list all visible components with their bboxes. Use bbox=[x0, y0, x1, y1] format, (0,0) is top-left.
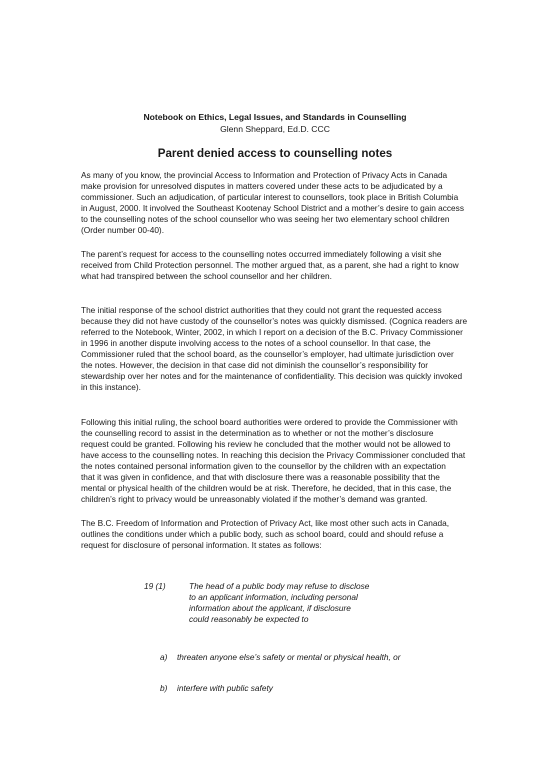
quote-item-letter: b) bbox=[160, 683, 168, 693]
paragraph-line: The B.C. Freedom of Information and Protection of Privacy Act, like most other such acts in Canada, bbox=[81, 518, 450, 528]
paragraph-line: because they did not have custody of the counsellor’s notes was quickly dismissed. (Cognica readers are bbox=[81, 316, 468, 327]
quote-line: information about the applicant, if disclosure bbox=[189, 603, 351, 614]
paragraph-line: outlines the conditions under which a public body, such as school board, could and should refuse a bbox=[81, 529, 444, 540]
quote-text bbox=[189, 581, 369, 625]
paragraph-line: in this instance). bbox=[81, 382, 141, 393]
paragraph-line: mental or physical health of the children would be at risk. Therefore, he decided, that in this case, the bbox=[81, 483, 452, 494]
paragraph-line: The parent’s request for access to the counselling notes occurred immediately following a visit she bbox=[81, 249, 442, 259]
paragraph-line: received from Child Protection personnel. The mother argued that, as a parent, she had a right to know bbox=[81, 260, 459, 271]
paragraph-3 bbox=[81, 305, 473, 393]
paragraph-2 bbox=[81, 249, 473, 282]
paragraph-line: The initial response of the school district authorities that they could not grant the requested access bbox=[81, 305, 442, 315]
quote-item-letter: a) bbox=[160, 652, 168, 662]
paragraph-line: stewardship over her notes and for the maintenance of confidentiality. This decision was quickly invoked bbox=[81, 371, 463, 382]
paragraph-5 bbox=[81, 518, 473, 551]
article-title: Parent denied access to counselling notes bbox=[157, 147, 393, 160]
paragraph-line: in August, 2000. It involved the Southeast Kootenay School District and a mother’s desire to gain access bbox=[81, 203, 464, 214]
paragraph-line: children’s right to privacy would be unreasonably violated if the mother’s demand was granted. bbox=[81, 494, 428, 505]
paragraph-line: to the counselling notes of the school counsellor who was seeing her two elementary school children bbox=[81, 214, 450, 225]
paragraph-line: make provision for unresolved disputes in matters covered under these acts to be adjudicated by a bbox=[81, 181, 443, 192]
paragraph-line: the notes. However, the decision in that case did not diminish the counsellor’s responsibility for bbox=[81, 360, 428, 371]
author-line: Glenn Sheppard, Ed.D. CCC bbox=[220, 124, 330, 134]
paragraph-line: that it was given in confidence, and that with disclosure there was a reasonable possibility that the bbox=[81, 472, 440, 483]
paragraph-4 bbox=[81, 417, 473, 505]
paragraph-line: in 1996 in another dispute involving access to the notes of a school counsellor. In that case, the bbox=[81, 338, 431, 349]
paragraph-line: request could be granted. Following his review he concluded that the mother would not be allowed to bbox=[81, 439, 451, 450]
paragraph-line: referred to the Notebook, Winter, 2002, in which I report on a decision of the B.C. Privacy Commissioner bbox=[81, 327, 463, 338]
quote-line: could reasonably be expected to bbox=[189, 614, 309, 625]
paragraph-line: have access to the counselling notes. In reaching this decision the Privacy Commissioner concluded that bbox=[81, 450, 466, 461]
paragraph-line: Following this initial ruling, the school board authorities were ordered to provide the Commissioner with bbox=[81, 417, 458, 427]
paragraph-line: the notes contained personal information given to the counsellor by the children with an expectation bbox=[81, 461, 446, 472]
series-title: Notebook on Ethics, Legal Issues, and Standards in Counselling bbox=[143, 112, 407, 122]
paragraph-line: request for disclosure of personal information. It states as follows: bbox=[81, 540, 322, 551]
quote-line: to an applicant information, including personal bbox=[189, 592, 358, 603]
quote-item-text: interfere with public safety bbox=[177, 683, 273, 693]
paragraph-line: As many of you know, the provincial Access to Information and Protection of Privacy Acts in Canada bbox=[81, 170, 448, 180]
paragraph-line: (Order number 00-40). bbox=[81, 225, 165, 236]
paragraph-line: Commissioner ruled that the school board, as the counsellor’s employer, had ultimate jurisdiction over bbox=[81, 349, 454, 360]
paragraph-line: what had transpired between the school counsellor and her children. bbox=[81, 271, 332, 282]
paragraph-line: commissioner. Such an adjudication, of particular interest to counsellors, took place in British Columbia bbox=[81, 192, 459, 203]
paragraph-1 bbox=[81, 170, 473, 236]
quote-line: The head of a public body may refuse to disclose bbox=[189, 581, 370, 591]
quote-item-text: threaten anyone else’s safety or mental or physical health, or bbox=[177, 652, 401, 662]
paragraph-line: the counselling record to assist in the determination as to whether or not the mother’s disclosure bbox=[81, 428, 434, 439]
quote-section-number: 19 (1) bbox=[144, 581, 166, 591]
